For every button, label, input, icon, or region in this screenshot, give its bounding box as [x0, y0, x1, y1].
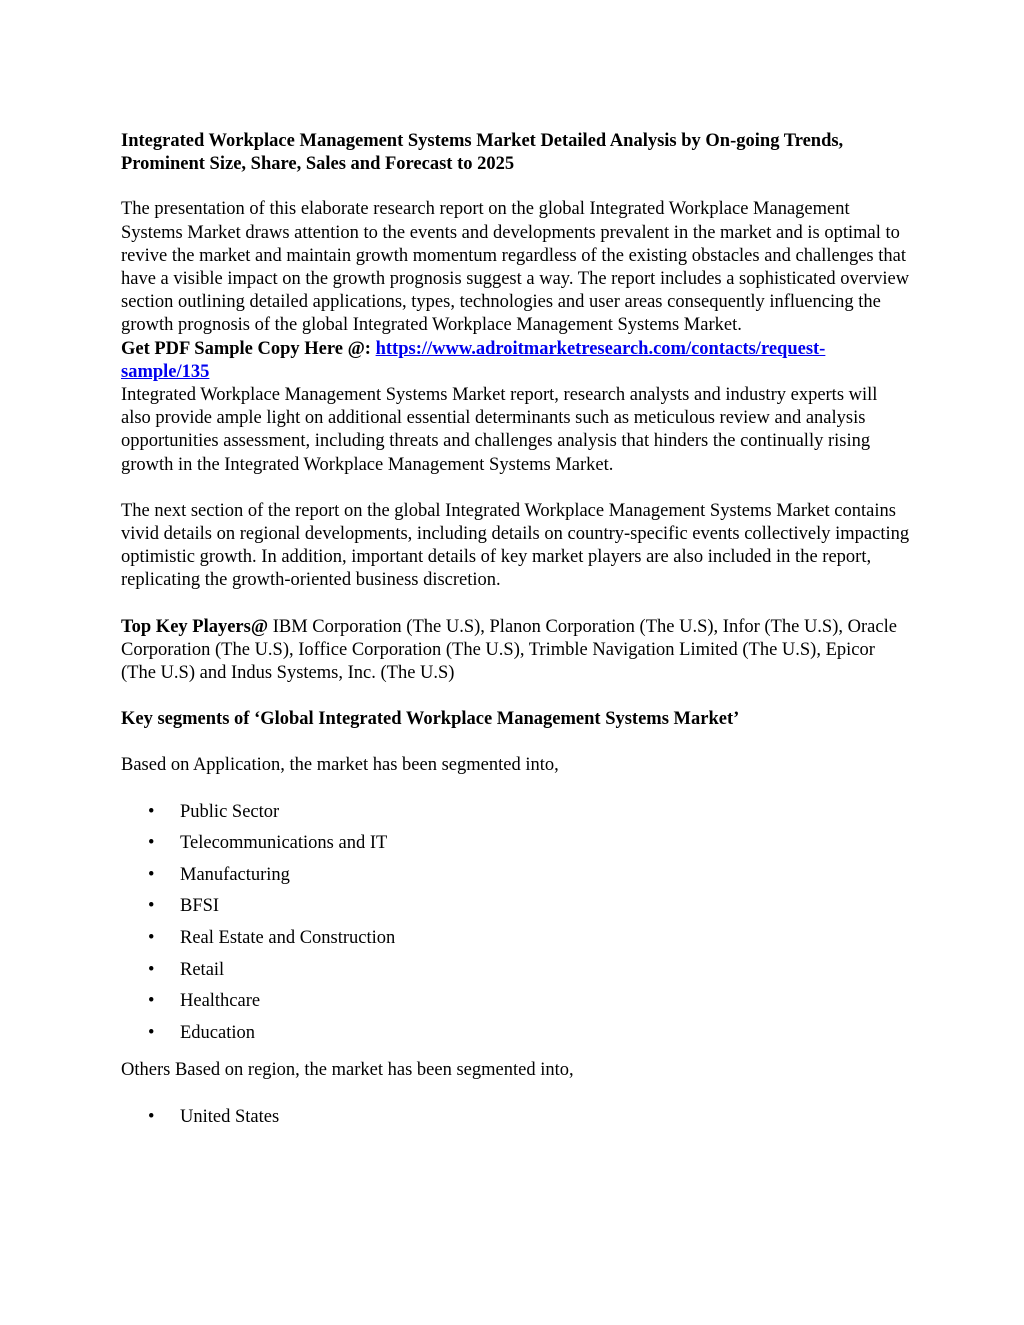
- key-players-label: Top Key Players@: [121, 616, 269, 637]
- document-title: Integrated Workplace Management Systems Market Detailed Analysis by On-going Trends, Prominent Size, Share, Sales and Forecast to 2025: [121, 131, 844, 175]
- key-players-paragraph: [121, 616, 911, 686]
- bullet-icon: •: [148, 1022, 155, 1043]
- pdf-sample-label: Get PDF Sample Copy Here @:: [121, 338, 376, 359]
- document-page: [121, 130, 911, 1137]
- bullet-icon: •: [148, 801, 155, 822]
- list-item: • Telecommunications and IT: [121, 832, 911, 864]
- regional-paragraph: The next section of the report on the global Integrated Workplace Management Systems Market contains vivid details on regional developments, including details on country-specific events collectively impacting optimistic growth. In addition, important details of key market players are also included in the report, replicating the growth-oriented business discretion.: [121, 500, 910, 591]
- segments-heading: Key segments of ‘Global Integrated Workplace Management Systems Market’: [121, 709, 740, 730]
- list-item: • Manufacturing: [121, 864, 911, 896]
- bullet-icon: •: [148, 991, 155, 1012]
- list-item: • Retail: [121, 959, 911, 991]
- pdf-sample-line: [121, 338, 911, 384]
- list-item: • BFSI: [121, 895, 911, 927]
- pdf-sample-link[interactable]: https://www.adroitmarketresearch.com/contacts/request-sample/135: [121, 338, 826, 382]
- bullet-icon: •: [148, 959, 155, 980]
- list-item: • United States: [121, 1106, 911, 1138]
- list-item: • Public Sector: [121, 801, 911, 833]
- application-list: [121, 801, 911, 1054]
- region-intro: Others Based on region, the market has been segmented into,: [121, 1060, 574, 1081]
- list-item: • Education: [121, 1022, 911, 1054]
- list-item: • Real Estate and Construction: [121, 927, 911, 959]
- key-players-list: IBM Corporation (The U.S), Planon Corporation (The U.S), Infor (The U.S), Oracle Corporation (The U.S), Ioffice Corporation (The U.S), Trimble Navigation Limited (The U.S), Epicor (The U.S) and Indus Systems, Inc. (The U.S): [121, 616, 897, 684]
- list-item: • Healthcare: [121, 990, 911, 1022]
- analysis-paragraph: Integrated Workplace Management Systems Market report, research analysts and industry experts will also provide ample light on additional essential determinants such as meticulous review and analysis opportunities assessment, including threats and challenges analysis that hinders the continually rising growth in the Integrated Workplace Management Systems Market.: [121, 385, 878, 475]
- bullet-icon: •: [148, 928, 155, 949]
- region-list: [121, 1106, 911, 1138]
- bullet-icon: •: [148, 1106, 155, 1127]
- bullet-icon: •: [148, 833, 155, 854]
- intro-paragraph: The presentation of this elaborate research report on the global Integrated Workplace Management Systems Market draws attention to the events and developments prevalent in the market and is optimal to revive the market and maintain growth momentum regardless of the existing obstacles and challenges that have a visible impact on the growth prognosis suggest a way. The report includes a sophisticated overview section outlining detailed applications, types, technologies and user areas consequently influencing the growth prognosis of the global Integrated Workplace Management Systems Market.: [121, 199, 910, 336]
- bullet-icon: •: [148, 896, 155, 917]
- application-intro: Based on Application, the market has been segmented into,: [121, 755, 559, 776]
- bullet-icon: •: [148, 864, 155, 885]
